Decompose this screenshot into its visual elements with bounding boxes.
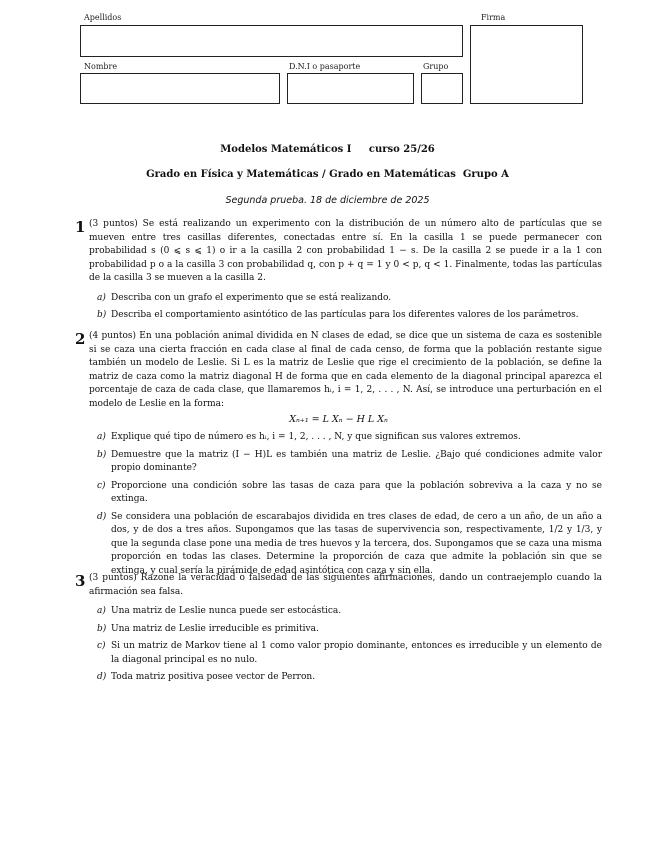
list-item bbox=[97, 309, 602, 323]
item-text: Toda matriz positiva posee vector de Perron. bbox=[111, 672, 316, 682]
item-text: Explique qué tipo de número es hᵢ, i = 1, 2, . . . , N, y que significan sus valores extremos. bbox=[111, 432, 521, 443]
item-text: Proporcione una condición sobre las tasas de caza para que la población sobreviva a la caza y no se extinga. bbox=[111, 480, 602, 505]
item-marker: d) bbox=[97, 672, 107, 682]
list-item bbox=[97, 623, 602, 637]
grupo-field[interactable] bbox=[421, 73, 463, 104]
item-text: Demuestre que la matriz (I − H)L es también una matriz de Leslie. ¿Bajo qué condiciones admite valor propio dominante? bbox=[111, 449, 602, 474]
nombre-field[interactable] bbox=[80, 73, 280, 104]
item-marker: d) bbox=[97, 511, 107, 522]
item-text: Una matriz de Leslie nunca puede ser estocástica. bbox=[111, 606, 342, 616]
question-1 bbox=[75, 218, 602, 327]
list-item bbox=[97, 605, 602, 619]
apellidos-field[interactable] bbox=[80, 25, 463, 57]
question-text: (3 puntos) Se está realizando un experimento con la distribución de un número alto de partículas que se mueven entre tres casillas diferentes, conectadas entre sí. En la casilla 1 se puede permanecer con probabilidad s (0 ⩽ s ⩽ 1) o ir a la casilla 2 con probabilidad 1 − s. De la casilla 2 se puede ir a la 1 con probabilidad p o a la casilla 3 con probabilidad q, con p + q = 1 y 0 < p, q < 1. Finalmente, todas las partículas de la casilla 3 se mueven a la casilla 2. bbox=[89, 219, 602, 283]
dni-label: D.N.I o pasaporte bbox=[289, 62, 361, 71]
list-item bbox=[97, 511, 602, 579]
item-text: Se considera una población de escarabajos dividida en tres clases de edad, de cero a un año, de un año a dos, y de dos a tres años. Supongamos que las tasas de supervivencia son, respectivamente, 1/2 y 1/3, y que la segunda clase pone una media de tres huevos y la tercera, dos. Supongamos que se caza una misma proporción en todas las clases. Determine la proporción de caza que admite la población sin que se extinga, y cual sería la pirámide de edad asintótica con caza y sin ella. bbox=[111, 511, 602, 576]
item-marker: a) bbox=[97, 292, 106, 303]
question-3 bbox=[75, 572, 602, 689]
dni-field[interactable] bbox=[287, 73, 414, 104]
firma-field[interactable] bbox=[470, 25, 583, 104]
item-marker: a) bbox=[97, 432, 106, 443]
question-text: (3 puntos) Razone la veracidad o falsedad de las siguientes afirmaciones, dando un contraejemplo cuando la afirmación sea falsa. bbox=[89, 573, 602, 597]
item-marker: c) bbox=[97, 641, 106, 651]
question-number: 3 bbox=[75, 572, 86, 590]
question-number: 2 bbox=[75, 330, 86, 348]
item-marker: b) bbox=[97, 449, 107, 460]
list-item bbox=[97, 671, 602, 685]
item-marker: a) bbox=[97, 606, 106, 616]
exam-date: Segunda prueba. 18 de diciembre de 2025 bbox=[225, 195, 430, 206]
list-item bbox=[97, 292, 602, 306]
item-text: Describa el comportamiento asintótico de las partículas para los diferentes valores de los parámetros. bbox=[111, 310, 579, 320]
grupo-label: Grupo bbox=[423, 62, 449, 71]
page-title: Modelos Matemáticos I curso 25/26 bbox=[220, 144, 435, 155]
item-marker: b) bbox=[97, 623, 107, 634]
question-number: 1 bbox=[75, 218, 86, 236]
list-item bbox=[97, 640, 602, 667]
question-text: (4 puntos) En una población animal dividida en N clases de edad, se dice que un sistema de caza es sostenible si se caza una cierta fracción en cada clase al final de cada censo, de forma que la población restante sigue también un modelo de Leslie. Si L es la matriz de Leslie que rige el crecimiento de la población, se define la matriz de caza como la matriz diagonal H de forma que en cada elemento de la diagonal principal aparezca el porcentaje de caza de cada clase, que llamaremos hᵢ, i = 1, 2, . . . , N. Así, se introduce una perturbación en el modelo de Leslie en la forma: bbox=[89, 331, 602, 409]
item-marker: c) bbox=[97, 480, 106, 491]
list-item bbox=[97, 449, 602, 476]
equation: Xₙ₊₁ = L Xₙ − H L Xₙ bbox=[289, 414, 388, 425]
list-item bbox=[97, 431, 602, 445]
item-text: Si un matriz de Markov tiene al 1 como valor propio dominante, entonces es irreducible y un elemento de la diagonal principal es no nulo. bbox=[111, 641, 602, 665]
item-text: Describa con un grafo el experimento que se está realizando. bbox=[111, 292, 392, 303]
firma-label: Firma bbox=[481, 13, 506, 22]
apellidos-label: Apellidos bbox=[84, 13, 122, 22]
list-item bbox=[97, 480, 602, 507]
item-marker: b) bbox=[97, 310, 107, 320]
nombre-label: Nombre bbox=[84, 62, 118, 71]
question-2 bbox=[75, 330, 602, 582]
item-text: Una matriz de Leslie irreducible es primitiva. bbox=[111, 623, 319, 634]
page-subtitle: Grado en Física y Matemáticas / Grado en Matemáticas Grupo A bbox=[146, 169, 509, 180]
